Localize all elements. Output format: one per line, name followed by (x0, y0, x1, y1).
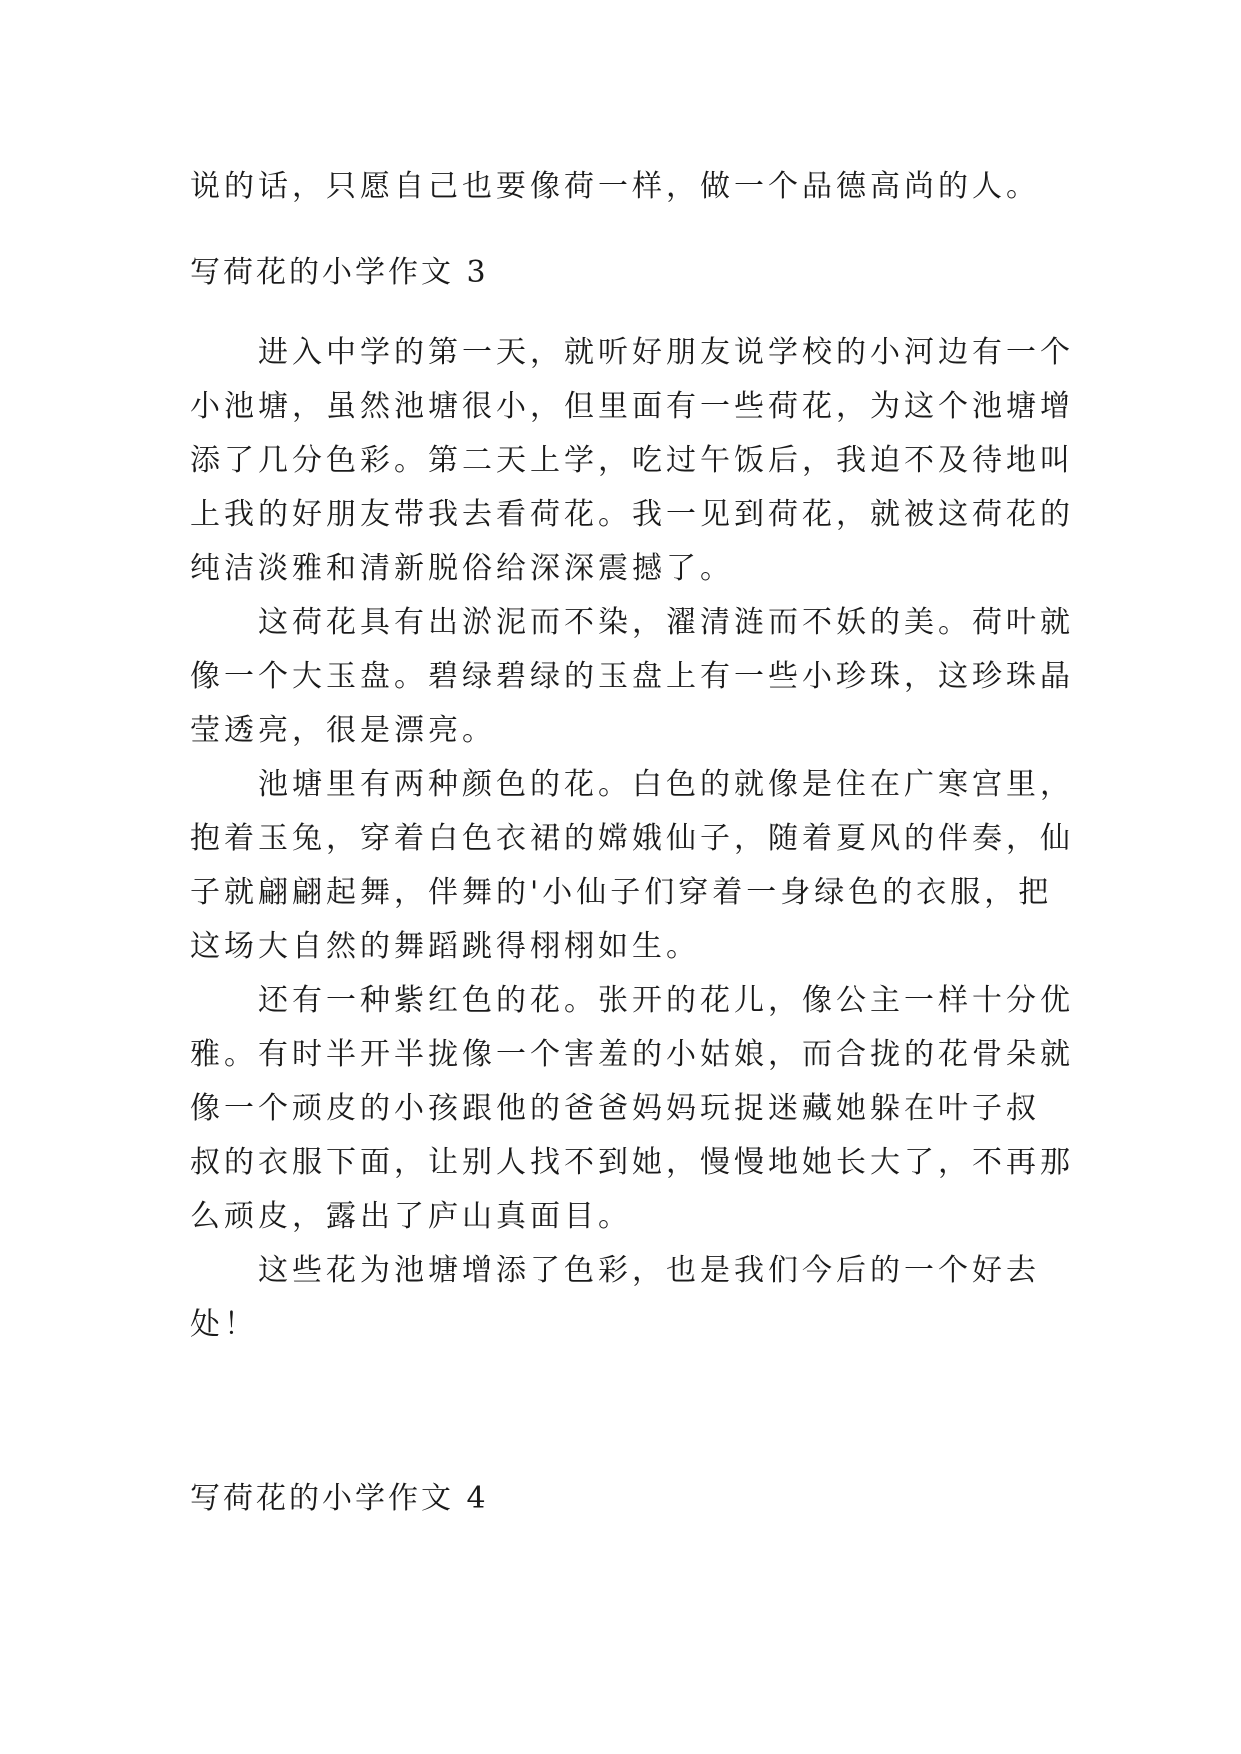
intro-paragraph (190, 160, 1060, 214)
paragraph-line: 还有一种紫红色的花。张开的花儿，像公主一样十分优 (258, 983, 1074, 1018)
paragraph-line: 这些花为池塘增添了色彩，也是我们今后的一个好去 (258, 1253, 1040, 1288)
paragraph-line: 叔的衣服下面，让别人找不到她，慢慢地她长大了，不再那 (190, 1145, 1074, 1180)
paragraph-line: 小池塘，虽然池塘很小，但里面有一些荷花，为这个池塘增 (190, 389, 1074, 424)
paragraph-line: 纯洁淡雅和清新脱俗给深深震撼了。 (190, 551, 734, 586)
paragraph-line: 进入中学的第一天，就听好朋友说学校的小河边有一个 (258, 335, 1074, 370)
paragraph-line: 像一个顽皮的小孩跟他的爸爸妈妈玩捉迷藏她躲在叶子叔 (190, 1091, 1040, 1126)
paragraph-line: 莹透亮，很是漂亮。 (190, 713, 496, 748)
paragraph-line: 雅。有时半开半拢像一个害羞的小姑娘，而合拢的花骨朵就 (190, 1037, 1074, 1072)
essay-3-body (190, 326, 1074, 1352)
paragraph-line: 处！ (190, 1307, 258, 1342)
paragraph-line: 子就翩翩起舞，伴舞的'小仙子们穿着一身绿色的衣服，把 (190, 875, 1053, 910)
essay-4-title: 写荷花的小学作文 4 (190, 1481, 489, 1516)
paragraph-line: 添了几分色彩。第二天上学，吃过午饭后，我迫不及待地叫 (190, 443, 1074, 478)
essay-3-title: 写荷花的小学作文 3 (190, 255, 489, 290)
paragraph-line: 这场大自然的舞蹈跳得栩栩如生。 (190, 929, 700, 964)
paragraph-line: 上我的好朋友带我去看荷花。我一见到荷花，就被这荷花的 (190, 497, 1074, 532)
paragraph-line: 这荷花具有出淤泥而不染，濯清涟而不妖的美。荷叶就 (258, 605, 1074, 640)
paragraph-line: 说的话，只愿自己也要像荷一样，做一个品德高尚的人。 (190, 169, 1040, 204)
paragraph-line: 抱着玉兔，穿着白色衣裙的嫦娥仙子，随着夏风的伴奏，仙 (190, 821, 1074, 856)
paragraph-line: 像一个大玉盘。碧绿碧绿的玉盘上有一些小珍珠，这珍珠晶 (190, 659, 1074, 694)
paragraph-line: 池塘里有两种颜色的花。白色的就像是住在广寒宫里， (258, 767, 1074, 802)
paragraph-line: 么顽皮，露出了庐山真面目。 (190, 1199, 632, 1234)
